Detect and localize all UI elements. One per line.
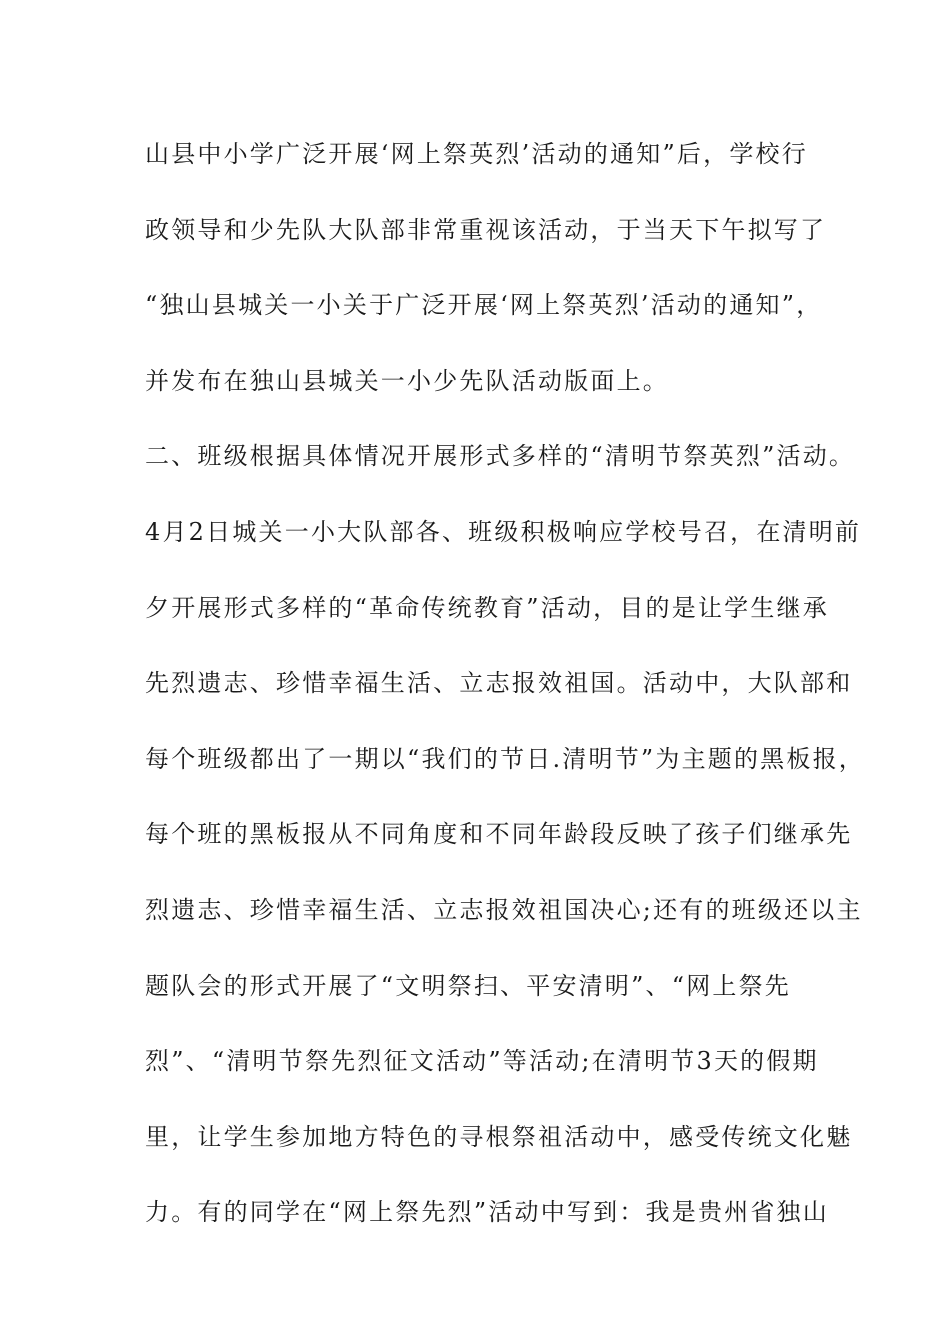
- text-line-13: 烈”、“清明节祭先烈征文活动”等活动;在清明节3天的假期: [145, 1047, 819, 1076]
- text-line-2: 政领导和少先队大队部非常重视该活动，于当天下午拟写了: [145, 215, 827, 244]
- section-heading-line: 二、班级根据具体情况开展形式多样的“清明节祭英烈”活动。: [145, 442, 856, 471]
- text-line-15: 力。有的同学在“网上祭先烈”活动中写到：我是贵州省独山: [145, 1198, 829, 1227]
- text-line-7: 夕开展形式多样的“革命传统教育”活动，目的是让学生继承: [145, 593, 829, 622]
- text-line-4: 并发布在独山县城关一小少先队活动版面上。: [145, 366, 669, 395]
- text-line-9: 每个班级都出了一期以“我们的节日.清明节”为主题的黑板报，: [145, 744, 865, 773]
- text-line-10: 每个班的黑板报从不同角度和不同年龄段反映了孩子们继承先: [145, 820, 853, 849]
- text-line-14: 里，让学生参加地方特色的寻根祭祖活动中，感受传统文化魅: [145, 1122, 853, 1151]
- text-line-8: 先烈遗志、珍惜幸福生活、立志报效祖国。活动中，大队部和: [145, 669, 853, 698]
- text-line-3: “独山县城关一小关于广泛开展‘网上祭英烈’活动的通知”，: [145, 291, 823, 320]
- text-line-1: 山县中小学广泛开展‘网上祭英烈’活动的通知”后，学校行: [145, 140, 808, 168]
- text-line-11: 烈遗志、珍惜幸福生活、立志报效祖国决心;还有的班级还以主: [145, 895, 863, 924]
- text-line-12: 题队会的形式开展了“文明祭扫、平安清明”、“网上祭先: [145, 971, 792, 1000]
- text-line-6: 4月2日城关一小大队部各、班级积极响应学校号召，在清明前: [145, 517, 862, 546]
- body-text: [145, 127, 865, 1261]
